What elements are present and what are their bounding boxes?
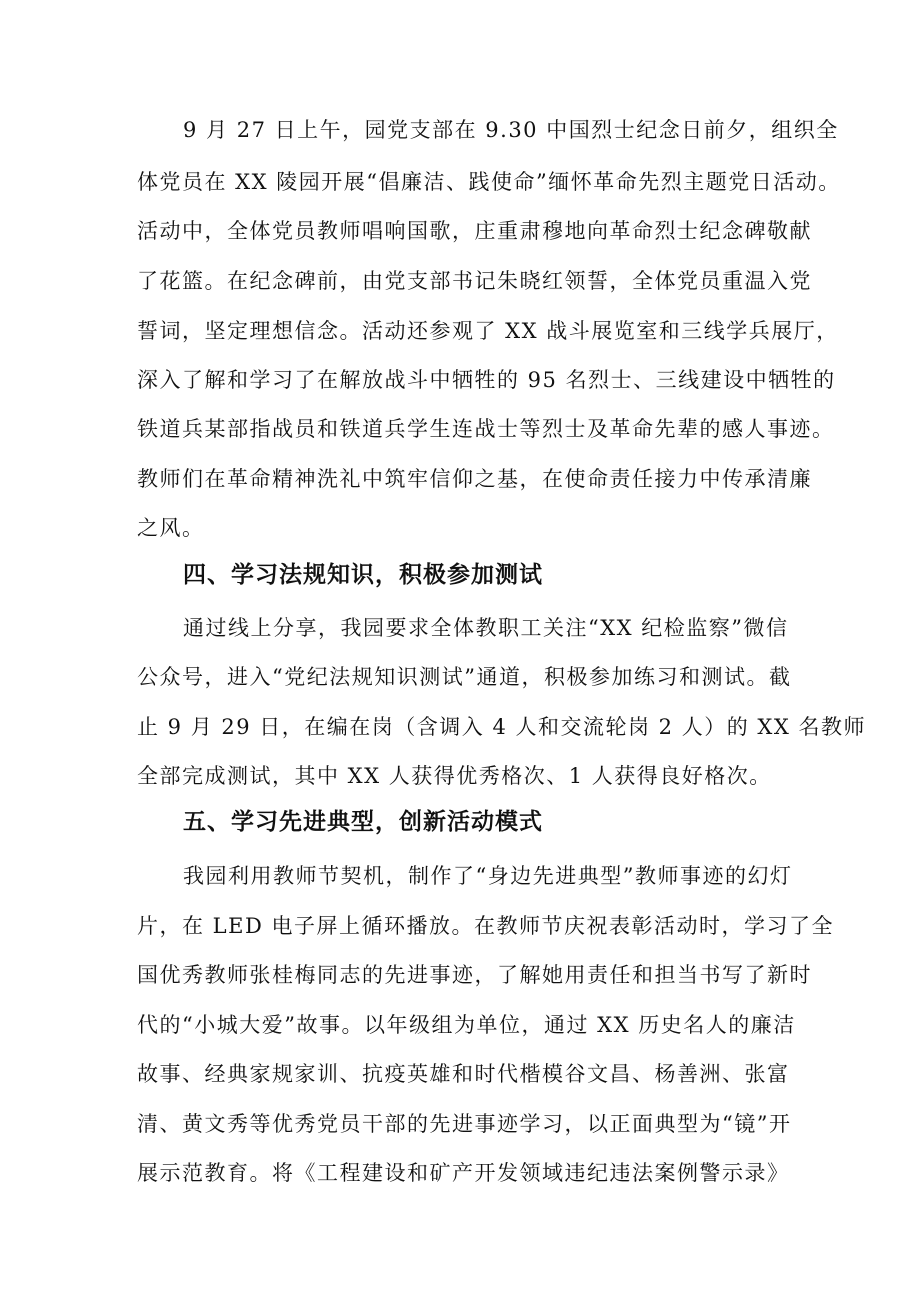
section-4-line-2: 公众号，进入“党纪法规知识测试”通道，积极参加练习和测试。截: [137, 665, 792, 689]
paragraph-1-line-2: 体党员在 XX 陵园开展“倡廉洁、践使命”缅怀革命先烈主题党日活动。: [137, 170, 841, 194]
paragraph-1-line-7: 铁道兵某部指战员和铁道兵学生连战士等烈士及革命先辈的感人事迹。: [137, 417, 835, 441]
section-4-line-3: 止 9 月 29 日，在编在岗（含调入 4 人和交流轮岗 2 人）的 XX 名教师: [137, 715, 866, 739]
section-5-line-5: 故事、经典家规家训、抗疫英雄和时代楷模谷文昌、杨善洲、张富: [137, 1062, 790, 1086]
section-4-line-1: 通过线上分享，我园要求全体教职工关注“XX 纪检监察”微信: [183, 616, 789, 640]
section-4-heading: 四、学习法规知识，积极参加测试: [183, 562, 543, 588]
paragraph-1-line-4: 了花篮。在纪念碑前，由党支部书记朱晓红领誓，全体党员重温入党: [137, 269, 812, 293]
section-5-line-2: 片，在 LED 电子屏上循环播放。在教师节庆祝表彰活动时，学习了全: [137, 914, 834, 938]
paragraph-1-line-8: 教师们在革命精神洗礼中筑牢信仰之基，在使命责任接力中传承清廉: [137, 467, 812, 491]
paragraph-1-line-3: 活动中，全体党员教师唱响国歌，庄重肃穆地向革命烈士纪念碑敬献: [137, 219, 812, 243]
section-5-line-7: 展示范教育。将《工程建设和矿产开发领域违纪违法案例警示录》: [137, 1161, 790, 1185]
section-5-line-6: 清、黄文秀等优秀党员干部的先进事迹学习，以正面典型为“镜”开: [137, 1112, 792, 1136]
section-5-line-4: 代的“小城大爱”故事。以年级组为单位，通过 XX 历史名人的廉洁: [137, 1013, 796, 1037]
paragraph-1-line-5: 誓词，坚定理想信念。活动还参观了 XX 战斗展览室和三线学兵展厅，: [137, 319, 839, 343]
paragraph-1-line-6: 深入了解和学习了在解放战斗中牺牲的 95 名烈士、三线建设中牺牲的: [137, 368, 836, 392]
section-5-line-3: 国优秀教师张桂梅同志的先进事迹，了解她用责任和担当书写了新时: [137, 963, 812, 987]
paragraph-1-line-1: 9 月 27 日上午，园党支部在 9.30 中国烈士纪念日前夕，组织全: [183, 118, 839, 142]
section-4-line-4: 全部完成测试，其中 XX 人获得优秀格次、1 人获得良好格次。: [137, 764, 772, 788]
section-5-heading: 五、学习先进典型，创新活动模式: [183, 809, 543, 835]
section-5-line-1: 我园利用教师节契机，制作了“身边先进典型”教师事迹的幻灯: [183, 864, 793, 888]
paragraph-1-line-9: 之风。: [137, 516, 205, 540]
